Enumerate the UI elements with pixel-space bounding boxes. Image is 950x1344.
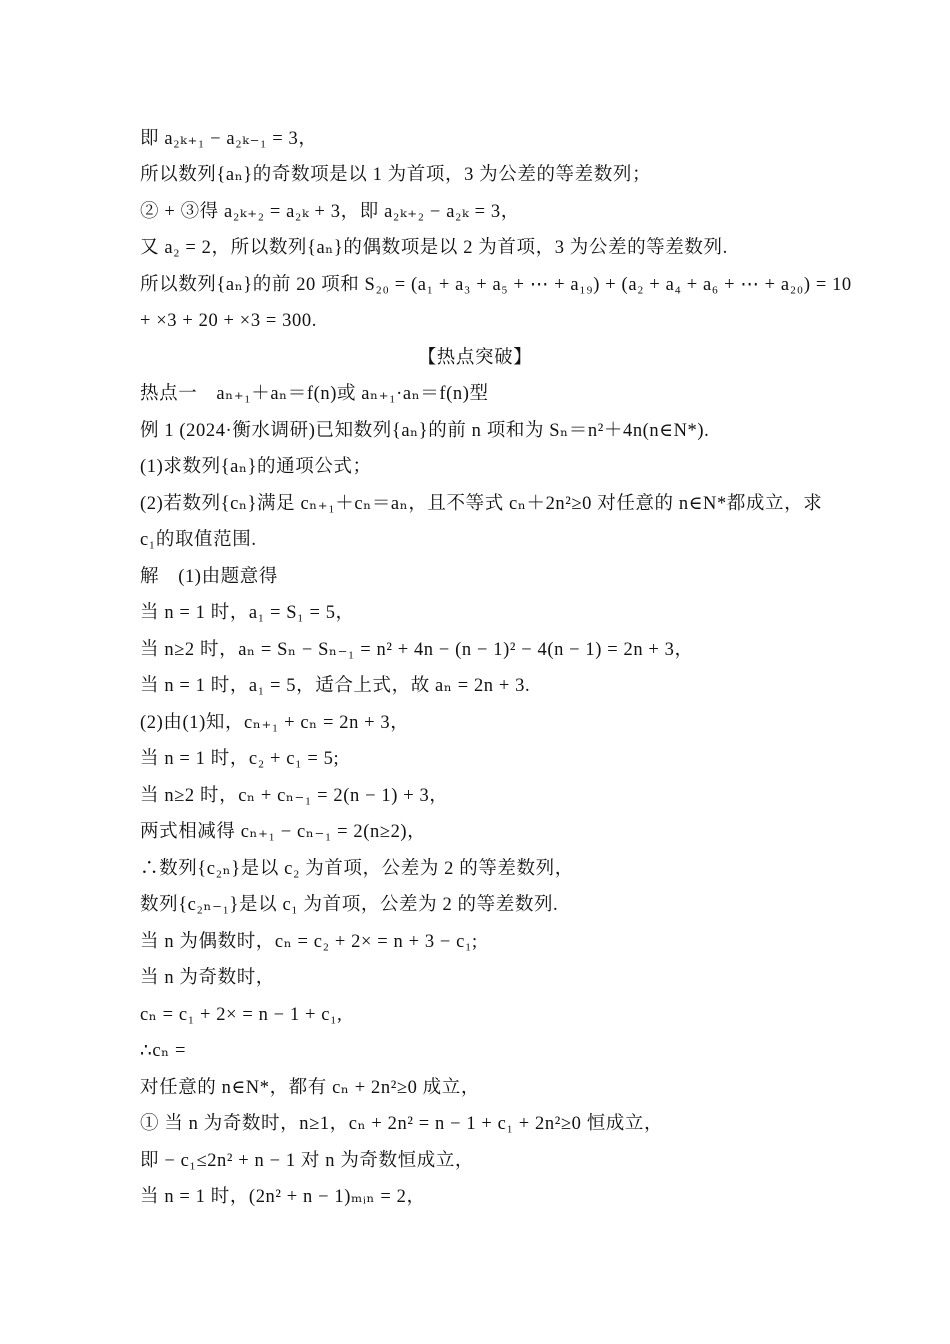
- text-line: cₙ = c₁ + 2× = n − 1 + c₁,: [140, 1005, 343, 1025]
- text-line: 对任意的 n∈N*，都有 cₙ + 2n²≥0 成立，: [140, 1078, 480, 1098]
- text-line: 当 n = 1 时，a₁ = S₁ = 5，: [140, 603, 355, 623]
- text-line: (1)求数列{aₙ}的通项公式；: [140, 457, 372, 477]
- text-line: 即 − c₁≤2n² + n − 1 对 n 为奇数恒成立，: [140, 1151, 475, 1171]
- text-line: 两式相减得 cₙ₊₁ − cₙ₋₁ = 2(n≥2)，: [140, 822, 427, 842]
- text-line: ∴cₙ =: [140, 1041, 187, 1061]
- text-line: 即 a₂ₖ₊₁ − a₂ₖ₋₁ = 3，: [140, 129, 318, 149]
- text-line: 当 n = 1 时，c₂ + c₁ = 5;: [140, 749, 340, 769]
- text-line: + ×3 + 20 + ×3 = 300.: [140, 311, 317, 331]
- text-line: 所以数列{aₙ}的前 20 项和 S₂₀ = (a₁ + a₃ + a₅ + ⋯ + a₁₉) + (a₂ + a₄ + a₆ + ⋯ + a₂₀) = 10: [140, 275, 852, 295]
- solution-start: 解 (1)由题意得: [140, 567, 278, 587]
- text-line: ∴数列{c₂ₙ}是以 c₂ 为首项，公差为 2 的等差数列，: [140, 859, 574, 879]
- text-line: 又 a₂ = 2，所以数列{aₙ}的偶数项是以 2 为首项，3 为公差的等差数列.: [140, 238, 728, 258]
- example-title: 例 1 (2024·衡水调研)已知数列{aₙ}的前 n 项和为 Sₙ＝n²＋4n(n∈N*).: [140, 421, 710, 441]
- text-line: 当 n≥2 时，aₙ = Sₙ − Sₙ₋₁ = n² + 4n − (n − 1)² − 4(n − 1) = 2n + 3，: [140, 640, 694, 660]
- section-heading: 【热点突破】: [417, 348, 533, 368]
- text-line: 当 n≥2 时，cₙ + cₙ₋₁ = 2(n − 1) + 3，: [140, 786, 449, 806]
- text-line: (2)由(1)知，cₙ₊₁ + cₙ = 2n + 3，: [140, 713, 410, 733]
- text-line: 当 n = 1 时，a₁ = 5，适合上式，故 aₙ = 2n + 3.: [140, 676, 531, 696]
- text-line: 所以数列{aₙ}的奇数项是以 1 为首项，3 为公差的等差数列；: [140, 165, 652, 185]
- text-line: c₁的取值范围.: [140, 530, 257, 550]
- text-line: 当 n 为奇数时，: [140, 968, 275, 988]
- text-line: 数列{c₂ₙ₋₁}是以 c₁ 为首项，公差为 2 的等差数列.: [140, 895, 559, 915]
- text-line: 当 n 为偶数时，cₙ = c₂ + 2× = n + 3 − c₁;: [140, 932, 478, 952]
- text-line: ① 当 n 为奇数时，n≥1，cₙ + 2n² = n − 1 + c₁ + 2n²≥0 恒成立，: [140, 1114, 664, 1134]
- text-line: (2)若数列{cₙ}满足 cₙ₊₁＋cₙ＝aₙ，且不等式 cₙ＋2n²≥0 对任意的 n∈N*都成立，求: [140, 494, 823, 514]
- hotspot-title: 热点一 aₙ₊₁＋aₙ＝f(n)或 aₙ₊₁·aₙ＝f(n)型: [140, 384, 489, 404]
- text-line: 当 n = 1 时，(2n² + n − 1)ₘᵢₙ = 2，: [140, 1187, 426, 1207]
- text-line: ② + ③得 a₂ₖ₊₂ = a₂ₖ + 3，即 a₂ₖ₊₂ − a₂ₖ = 3，: [140, 202, 520, 222]
